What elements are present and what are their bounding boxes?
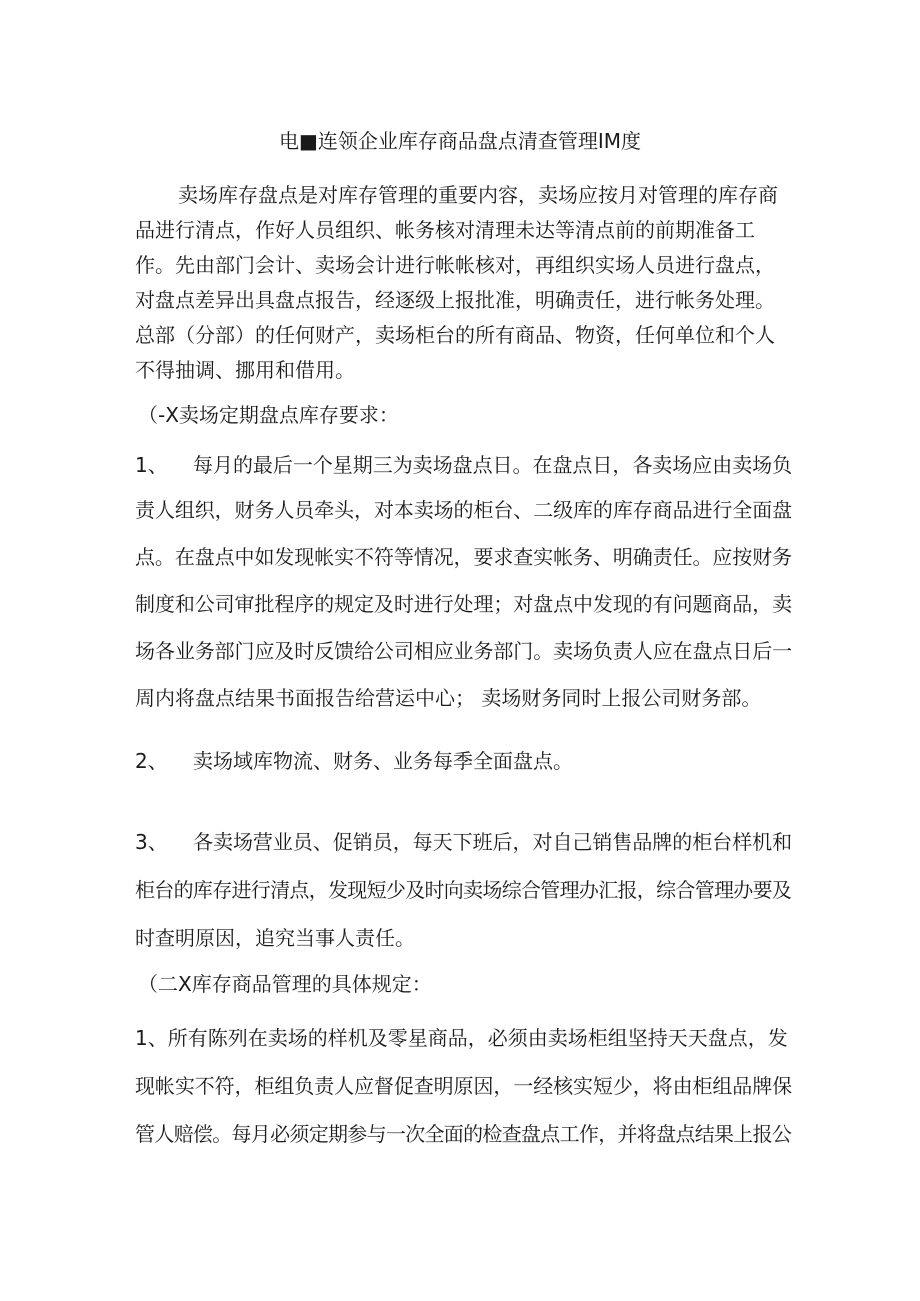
section-heading-2: （二X库存商品管理的具体规定：: [138, 972, 432, 996]
intro-line-2: 品进行清点，作好人员组织、帐务核对清理未达等清点前的前期准备工: [135, 218, 755, 242]
item-4-line-3: 管人赔偿。每月必须定期参与一次全面的检查盘点工作，并将盘点结果上报公: [135, 1122, 792, 1146]
item-2-text: 卖场域库物流、财务、业务每季全面盘点。: [193, 749, 573, 773]
item-1-line-6: 周内将盘点结果书面报告给营运中心； 卖场财务同时上报公司财务部。: [135, 686, 762, 710]
item-1-number: 1、: [135, 453, 168, 477]
item-3-line-3: 时查明原因，追究当事人责任。: [135, 926, 415, 950]
intro-line-1: 卖场库存盘点是对库存管理的重要内容，卖场应按月对管理的库存商: [178, 183, 778, 207]
item-1-line-2: 责人组织，财务人员牵头，对本卖场的柜台、二级库的库存商品进行全面盘: [135, 498, 793, 522]
item-1-line-3: 点。在盘点中如发现帐实不符等情况，要求查实帐务、明确责任。应按财务: [135, 545, 793, 569]
page-title: 电■连领企业库存商品盘点清查管理IM度: [278, 129, 642, 153]
item-4-line-1: 1、所有陈列在卖场的样机及零星商品，必须由卖场柜组坚持天天盘点，发: [135, 1026, 788, 1050]
item-1-line-4: 制度和公司审批程序的规定及时进行处理；对盘点中发现的有问题商品，卖: [135, 592, 793, 616]
item-1-line-5: 场各业务部门应及时反馈给公司相应业务部门。卖场负责人应在盘点日后一: [135, 639, 793, 663]
intro-line-6: 不得抽调、挪用和借用。: [135, 358, 355, 382]
item-1-text: 每月的最后一个星期三为卖场盘点日。在盘点日，各卖场应由卖场负: [193, 453, 793, 477]
item-2-line: [135, 747, 573, 775]
item-3-line-2: 柜台的库存进行清点，发现短少及时向卖场综合管理办汇报，综合管理办要及: [135, 878, 792, 902]
intro-line-3: 作。先由部门会计、卖场会计进行帐帐核对，再组织实场人员进行盘点，: [135, 253, 775, 277]
item-3-number: 3、: [135, 830, 168, 854]
item-4-line-2: 现帐实不符，柜组负责人应督促查明原因，一经核实短少，将由柜组品牌保: [135, 1074, 793, 1098]
item-3-text: 各卖场营业员、促销员，每天下班后，对自己销售品牌的柜台样机和: [193, 830, 793, 854]
section-heading-1: （-X卖场定期盘点库存要求：: [138, 403, 399, 427]
intro-line-4: 对盘点差异出具盘点报告，经逐级上报批准，明确责任，进行帐务处理。: [135, 288, 775, 312]
intro-line-5: 总部（分部）的任何财产，卖场柜台的所有商品、物资，任何单位和个人: [135, 323, 775, 347]
item-1-first-line: [135, 451, 792, 479]
item-2-number: 2、: [135, 749, 168, 773]
item-3-first-line: [135, 828, 792, 856]
